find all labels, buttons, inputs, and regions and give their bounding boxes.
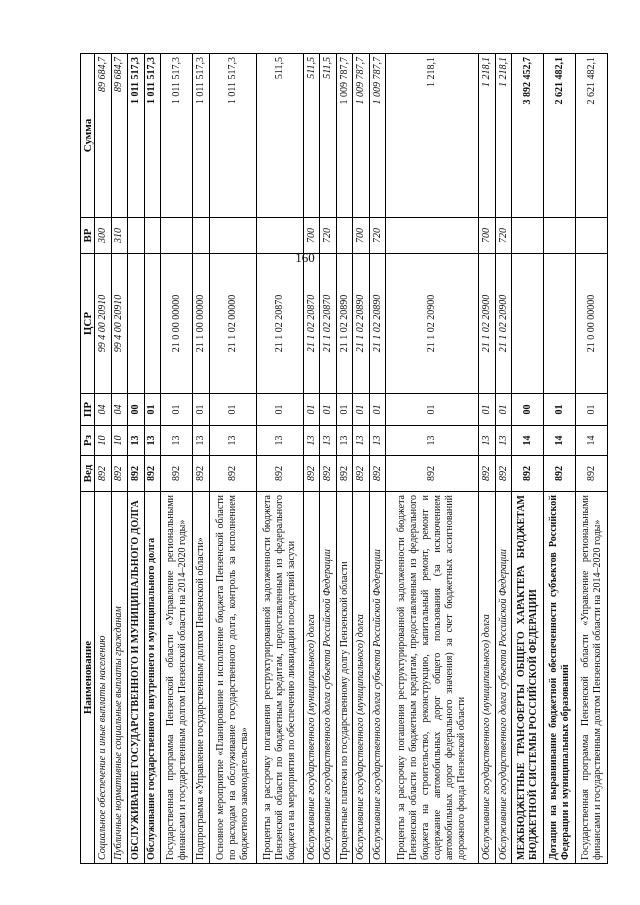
row-csr [128, 254, 145, 394]
table-row [576, 54, 608, 864]
row-rz: 13 [128, 426, 145, 456]
row-csr: 21 1 02 20870 [320, 254, 337, 394]
row-sum: 1 011 517,3 [161, 54, 193, 218]
row-rz: 13 [193, 426, 210, 456]
row-rz: 13 [386, 426, 479, 456]
row-pr: 04 [95, 394, 112, 426]
row-pr: 01 [479, 394, 496, 426]
row-csr: 21 1 02 00000 [209, 254, 256, 394]
row-vr [386, 218, 479, 254]
row-csr: 21 1 02 20890 [353, 254, 370, 394]
row-vr [256, 218, 303, 254]
row-rz: 14 [544, 426, 576, 456]
table-row [161, 54, 193, 864]
row-csr: 99 4 00 20910 [111, 254, 128, 394]
row-vr: 300 [95, 218, 112, 254]
row-pr: 01 [303, 394, 320, 426]
row-sum: 1 011 517,3 [144, 54, 161, 218]
row-pr: 01 [544, 394, 576, 426]
row-vr: 700 [303, 218, 320, 254]
row-sum: 511,5 [320, 54, 337, 218]
row-name: Обслуживание государственного долга субъекта Российской Федерации [320, 492, 337, 864]
row-sum: 3 892 452,7 [512, 54, 544, 218]
row-vr [576, 218, 608, 254]
header-sum: Сумма [81, 54, 95, 218]
row-pr: 01 [336, 394, 353, 426]
table-row [193, 54, 210, 864]
table-row [386, 54, 479, 864]
row-ved: 892 [353, 456, 370, 492]
row-csr: 21 1 02 20870 [256, 254, 303, 394]
row-ved: 892 [336, 456, 353, 492]
row-pr: 01 [161, 394, 193, 426]
row-ved: 892 [128, 456, 145, 492]
table-row [544, 54, 576, 864]
row-rz: 13 [320, 426, 337, 456]
row-csr: 21 1 00 00000 [193, 254, 210, 394]
row-vr [144, 218, 161, 254]
row-sum: 511,5 [256, 54, 303, 218]
table-row [128, 54, 145, 864]
row-name: Обслуживание государственного долга субъекта Российской Федерации [369, 492, 386, 864]
row-name: Обслуживание государственного (муниципального) долга [353, 492, 370, 864]
header-csr: ЦСР [81, 254, 95, 394]
row-rz: 13 [336, 426, 353, 456]
row-sum: 1 218,1 [479, 54, 496, 218]
row-csr: 21 1 02 20900 [386, 254, 479, 394]
row-rz: 13 [353, 426, 370, 456]
row-name: Дотации на выравнивание бюджетной обеспеченности субъектов Российской Федерации и муниципальных образований [544, 492, 576, 864]
row-name: Обслуживание государственного (муниципального) долга [303, 492, 320, 864]
row-ved: 892 [544, 456, 576, 492]
row-vr [512, 218, 544, 254]
row-pr: 01 [144, 394, 161, 426]
row-name: Процентные платежи по государственному долгу Пензенской области [336, 492, 353, 864]
row-rz: 13 [303, 426, 320, 456]
row-rz: 13 [495, 426, 512, 456]
row-vr [336, 218, 353, 254]
row-rz: 13 [161, 426, 193, 456]
row-rz: 13 [256, 426, 303, 456]
row-sum: 1 218,1 [495, 54, 512, 218]
row-vr: 720 [369, 218, 386, 254]
table-row [303, 54, 320, 864]
row-rz: 10 [95, 426, 112, 456]
table-row [512, 54, 544, 864]
row-sum: 89 684,7 [111, 54, 128, 218]
row-name: ОБСЛУЖИВАНИЕ ГОСУДАРСТВЕННОГО И МУНИЦИПАЛЬНОГО ДОЛГА [128, 492, 145, 864]
row-rz: 14 [576, 426, 608, 456]
row-ved: 892 [95, 456, 112, 492]
row-csr: 21 1 02 20890 [336, 254, 353, 394]
row-name: Проценты за рассрочку погашения реструктурированной задолженности бюджета Пензенской области по бюджетным кредитам, предоставленным из федерального бюджета на мероприятия по обеспечению ликвидации последствий засухи [256, 492, 303, 864]
row-ved: 892 [369, 456, 386, 492]
budget-table [80, 53, 608, 864]
row-pr: 01 [193, 394, 210, 426]
row-name: МЕЖБЮДЖЕТНЫЕ ТРАНСФЕРТЫ ОБЩЕГО ХАРАКТЕРА БЮДЖЕТАМ БЮДЖЕТНОЙ СИСТЕМЫ РОССИЙСКОЙ ФЕДЕРАЦИИ [512, 492, 544, 864]
row-name: Государственная программа Пензенской области «Управление региональными финансами и государственным долгом Пензенской области на 2014–2020 годы» [576, 492, 608, 864]
row-pr: 00 [512, 394, 544, 426]
row-vr: 720 [495, 218, 512, 254]
table-row [479, 54, 496, 864]
row-sum: 1 009 787,7 [353, 54, 370, 218]
table-row [320, 54, 337, 864]
row-rz: 14 [512, 426, 544, 456]
table-row [336, 54, 353, 864]
row-vr: 700 [479, 218, 496, 254]
row-name: Обслуживание государственного внутреннего и муниципального долга [144, 492, 161, 864]
row-ved: 892 [512, 456, 544, 492]
row-pr: 01 [320, 394, 337, 426]
table-row [369, 54, 386, 864]
table-row [95, 54, 112, 864]
row-pr: 01 [353, 394, 370, 426]
row-pr: 00 [128, 394, 145, 426]
row-pr: 01 [256, 394, 303, 426]
row-csr: 21 0 00 00000 [161, 254, 193, 394]
row-ved: 892 [256, 456, 303, 492]
row-vr [193, 218, 210, 254]
table-row [144, 54, 161, 864]
row-ved: 892 [161, 456, 193, 492]
row-ved: 892 [495, 456, 512, 492]
row-vr: 720 [320, 218, 337, 254]
table-header-row [81, 54, 95, 864]
row-pr: 01 [576, 394, 608, 426]
row-ved: 892 [193, 456, 210, 492]
header-ved: Вед [81, 456, 95, 492]
row-pr: 01 [495, 394, 512, 426]
row-sum: 2 621 482,1 [544, 54, 576, 218]
row-name: Обслуживание государственного долга субъекта Российской Федерации [495, 492, 512, 864]
row-name: Публичные нормативные социальные выплаты гражданам [111, 492, 128, 864]
row-csr: 21 1 02 20900 [479, 254, 496, 394]
row-name: Проценты за рассрочку погашения реструктурированной задолженности бюджета Пензенской области по бюджетным кредитам, предоставленным из федерального бюджета на строительство, реконструкцию, капитальный ремонт, ремонт и содержание автомобильных дорог общего пользования (за исключением автомобильных дорог федерального значения) за счет бюджетных ассигнований дорожного фонда Пензенской области [386, 492, 479, 864]
row-csr: 21 0 00 00000 [576, 254, 608, 394]
row-rz: 13 [144, 426, 161, 456]
row-vr [161, 218, 193, 254]
row-rz: 13 [479, 426, 496, 456]
row-name: Социальное обеспечение и иные выплаты населению [95, 492, 112, 864]
table-row [111, 54, 128, 864]
row-sum: 1 011 517,3 [209, 54, 256, 218]
row-csr: 21 1 02 20900 [495, 254, 512, 394]
row-ved: 892 [320, 456, 337, 492]
table-row [495, 54, 512, 864]
row-csr [144, 254, 161, 394]
row-name: Государственная программа Пензенской области «Управление региональными финансами и государственным долгом Пензенской области на 2014–2020 годы» [161, 492, 193, 864]
row-rz: 13 [209, 426, 256, 456]
row-rz: 10 [111, 426, 128, 456]
row-ved: 892 [303, 456, 320, 492]
row-csr [512, 254, 544, 394]
table-row [353, 54, 370, 864]
header-rz: Рз [81, 426, 95, 456]
row-ved: 892 [209, 456, 256, 492]
row-vr [128, 218, 145, 254]
page-number: 160 [295, 250, 315, 265]
table-row [209, 54, 256, 864]
row-ved: 892 [144, 456, 161, 492]
row-sum: 2 621 482,1 [576, 54, 608, 218]
row-vr: 700 [353, 218, 370, 254]
row-sum: 511,5 [303, 54, 320, 218]
table-body [95, 54, 608, 864]
row-vr [209, 218, 256, 254]
row-sum: 89 684,7 [95, 54, 112, 218]
row-sum: 1 011 517,3 [193, 54, 210, 218]
row-pr: 01 [369, 394, 386, 426]
header-pr: ПР [81, 394, 95, 426]
header-vr: ВР [81, 218, 95, 254]
row-sum: 1 009 787,7 [336, 54, 353, 218]
row-vr: 310 [111, 218, 128, 254]
header-name: Наименование [81, 492, 95, 864]
row-sum: 1 009 787,7 [369, 54, 386, 218]
row-name: Подпрограмма «Управление государственным долгом Пензенской области» [193, 492, 210, 864]
table-row [256, 54, 303, 864]
row-ved: 892 [386, 456, 479, 492]
row-pr: 04 [111, 394, 128, 426]
row-pr: 01 [386, 394, 479, 426]
row-name: Обслуживание государственного (муниципального) долга [479, 492, 496, 864]
row-sum: 1 011 517,3 [128, 54, 145, 218]
row-rz: 13 [369, 426, 386, 456]
rotated-page-content [80, 54, 608, 864]
row-csr: 21 1 02 20870 [303, 254, 320, 394]
row-ved: 892 [479, 456, 496, 492]
row-csr: 99 4 00 20910 [95, 254, 112, 394]
row-pr: 01 [209, 394, 256, 426]
row-ved: 892 [576, 456, 608, 492]
row-vr [544, 218, 576, 254]
row-name: Основное мероприятие «Планирование и исполнение бюджета Пензенской области по расходам на обслуживание государственного долга, контроль за исполнением бюджетного законодательства» [209, 492, 256, 864]
row-csr: 21 1 02 20890 [369, 254, 386, 394]
row-sum: 1 218,1 [386, 54, 479, 218]
row-ved: 892 [111, 456, 128, 492]
row-csr [544, 254, 576, 394]
